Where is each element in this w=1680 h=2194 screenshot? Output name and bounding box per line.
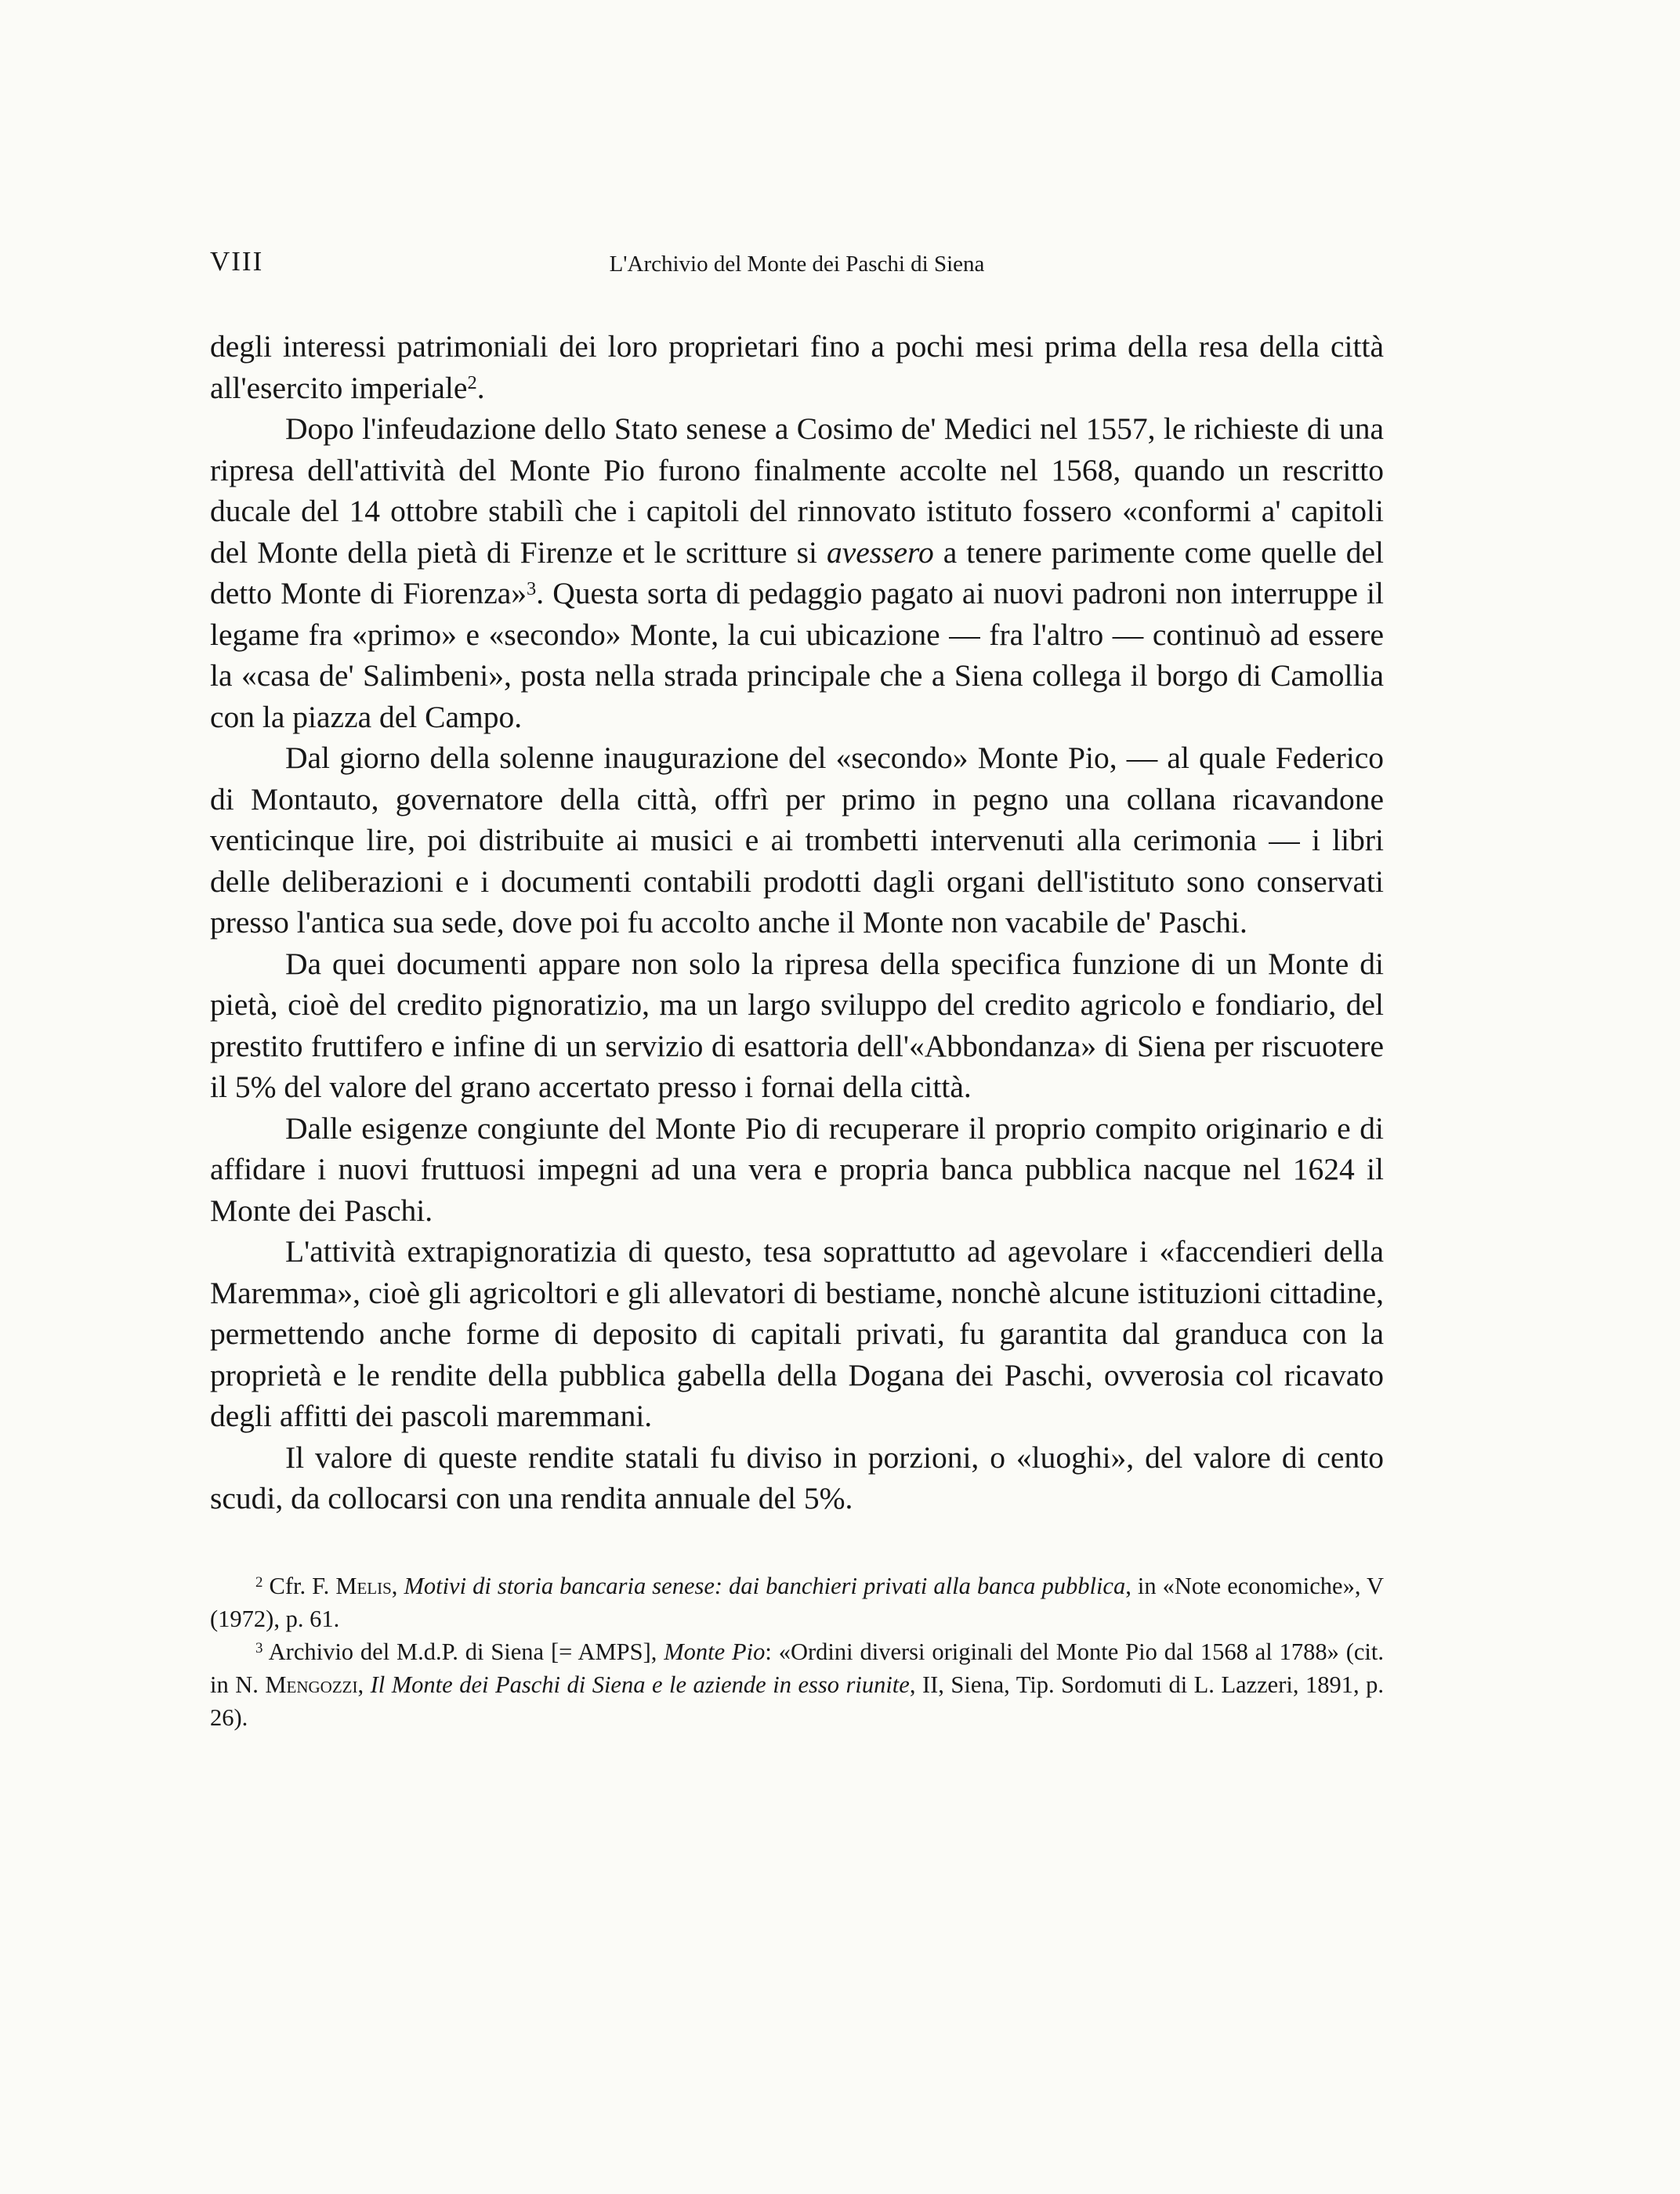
paragraph: [210, 1108, 1384, 1232]
text-segment: Da quei documenti appare non solo la ripresa della specifica funzione di un Monte di pietà, cioè del credito pignoratizio, ma un largo sviluppo del credito agricolo e fondiario, del prestito fruttifero e infine di un servizio di esattoria dell'«Abbondanza» di Siena per riscuotere il 5% del valore del grano accertato presso i fornai della città.: [210, 946, 1384, 1104]
text-segment: , in «Note economiche», V (1972), p. 61.: [210, 1572, 1384, 1632]
text-segment: Melis: [335, 1572, 392, 1599]
text-segment: , II, Siena, Tip. Sordomuti di L. Lazzeri, 1891, p. 26).: [210, 1671, 1384, 1731]
page-content: [210, 246, 1384, 1734]
running-header: L'Archivio del Monte dei Paschi di Siena: [609, 252, 985, 277]
footnote-reference: 3: [527, 577, 537, 599]
text-segment: : «Ordini diversi originali del Monte Pio dal 1568 al 1788» (cit. in N.: [210, 1638, 1384, 1698]
paragraph: [210, 943, 1384, 1108]
footnote-reference: 2: [255, 1574, 263, 1591]
text-segment: L'attività extrapignoratizia di questo, tesa soprattutto ad agevolare i «faccendieri della Maremma», cioè gli agricoltori e gli allevatori di bestiame, nonchè alcune istituzioni cittadine, permettendo anche forme di deposito di capitali privati, fu garantita dal granduca con la proprietà e le rendite della pubblica gabella della Dogana dei Paschi, ovverosia col ricavato degli affitti dei pascoli maremmani.: [210, 1234, 1384, 1433]
text-segment: Dal giorno della solenne inaugurazione del «secondo» Monte Pio, — al quale Federico di Montauto, governatore della città, offrì per primo in pegno una collana ricavandone venticinque lire, poi distribuite ai musici e ai trombetti intervenuti alla cerimonia — i libri delle deliberazioni e i documenti contabili prodotti dagli organi dell'istituto sono conservati presso l'antica sua sede, dove poi fu accolto anche il Monte non vacabile de' Paschi.: [210, 740, 1384, 940]
text-segment: Dopo l'infeudazione dello Stato senese a Cosimo de' Medici nel 1557, le richieste di una ripresa dell'attività del Monte Pio furono finalmente accolte nel 1568, quando un rescritto ducale del 14 ottobre stabilì che i capitoli del rinnovato istituto fossero «conformi a' capitoli del Monte della pietà di Firenze et le scritture si: [210, 411, 1384, 570]
footnote: [210, 1635, 1384, 1734]
footnote-reference: 3: [255, 1640, 263, 1656]
text-segment: Mengozzi: [265, 1671, 358, 1698]
text-segment: ,: [391, 1572, 404, 1599]
text-segment: Cfr. F.: [262, 1572, 336, 1599]
text-segment: Archivio del M.d.P. di Siena [= AMPS],: [262, 1638, 664, 1665]
paragraph: [210, 737, 1384, 943]
text-segment: . Questa sorta di pedaggio pagato ai nuovi padroni non interruppe il legame fra «primo» e «secondo» Monte, la cui ubicazione — fra l'altro — continuò ad essere la «casa de' Salimbeni», posta nella strada principale che a Siena collega il borgo di Camollia con la piazza del Campo.: [210, 576, 1384, 734]
paragraph: [210, 408, 1384, 737]
text-segment: a tenere parimente come quelle del detto Monte di Fiorenza»: [210, 534, 1384, 610]
text-segment: Il Monte dei Paschi di Siena e le aziende in esso riunite: [370, 1671, 910, 1698]
paragraph: [210, 1231, 1384, 1437]
paragraph: [210, 326, 1384, 408]
page-header: [210, 246, 1384, 284]
text-segment: avessero: [826, 534, 934, 570]
footnote-reference: 2: [467, 372, 477, 394]
text-segment: Dalle esigenze congiunte del Monte Pio di recuperare il proprio compito originario e di affidare i nuovi fruttuosi impegni ad una vera e propria banca pubblica nacque nel 1624 il Monte dei Paschi.: [210, 1110, 1384, 1228]
page-number: VIII: [210, 246, 264, 277]
text-segment: Il valore di queste rendite statali fu diviso in porzioni, o «luoghi», del valore di cento scudi, da collocarsi con una rendita annuale del 5%.: [210, 1439, 1384, 1515]
body-paragraphs: [210, 326, 1384, 1519]
text-segment: Monte Pio: [664, 1638, 766, 1665]
text-segment: .: [476, 370, 485, 405]
paragraph: [210, 1437, 1384, 1519]
footnotes: [210, 1569, 1384, 1734]
footnote: [210, 1569, 1384, 1635]
text-segment: ,: [357, 1671, 371, 1698]
text-segment: Motivi di storia bancaria senese: dai banchieri privati alla banca pubblica: [404, 1572, 1126, 1599]
text-segment: degli interessi patrimoniali dei loro proprietari fino a pochi mesi prima della resa della città all'esercito imperiale: [210, 329, 1384, 405]
